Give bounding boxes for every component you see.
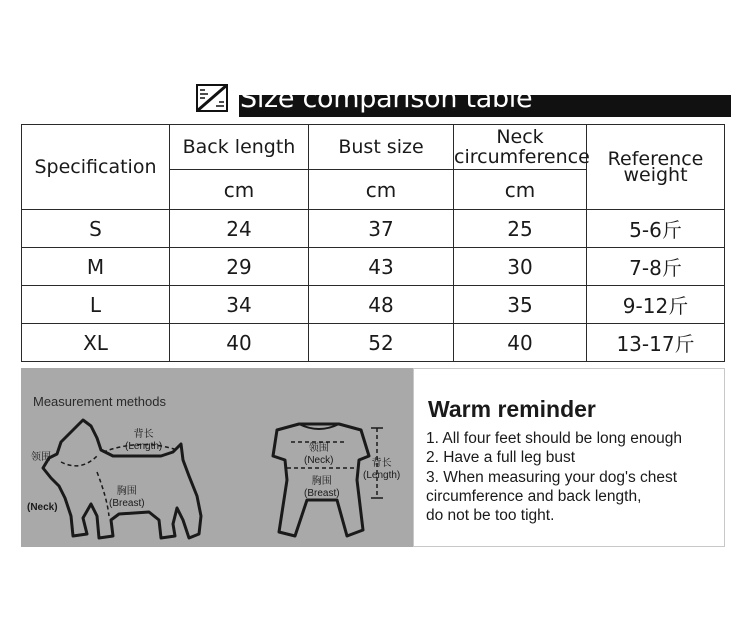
reminder-line: 3. When measuring your dog's chest — [426, 468, 678, 486]
garment-neck-label — [304, 443, 333, 467]
garment-back-label — [363, 458, 400, 482]
dog-back-label — [125, 429, 162, 453]
reminder-panel — [413, 368, 725, 547]
cell-size: S — [22, 210, 170, 248]
header-reference-line1: Reference — [607, 148, 704, 170]
unit-neck: cm — [454, 170, 587, 210]
dog-back-en: (Length) — [125, 441, 163, 452]
cell-bust-size: 52 — [309, 324, 454, 362]
cell-back-length: 24 — [170, 210, 309, 248]
cell-weight: 13-17斤 — [587, 324, 725, 362]
cell-size: XL — [22, 324, 170, 362]
table-row — [22, 286, 725, 324]
table-row — [22, 324, 725, 362]
header-reference-weight — [587, 125, 725, 210]
dog-breast-label — [109, 486, 145, 510]
header-bust-size: Bust size — [309, 125, 454, 170]
cell-back-length: 40 — [170, 324, 309, 362]
table-row — [22, 210, 725, 248]
header-reference-line2: weight — [623, 164, 688, 186]
table-row — [22, 248, 725, 286]
garment-breast-en: (Breast) — [304, 488, 340, 499]
cell-weight: 9-12斤 — [587, 286, 725, 324]
reminder-line: circumference and back length, — [426, 487, 642, 505]
cell-weight: 5-6斤 — [587, 210, 725, 248]
cell-neck: 40 — [454, 324, 587, 362]
header-neck-line1: Neck — [496, 126, 544, 148]
header-neck-line2: circumference — [454, 146, 590, 168]
reminder-line: 1. All four feet should be long enough — [426, 430, 682, 447]
cell-size: M — [22, 248, 170, 286]
header-specification: Specification — [22, 125, 170, 210]
cell-neck: 25 — [454, 210, 587, 248]
lower-section — [21, 368, 724, 547]
reminder-title: Warm reminder — [428, 396, 596, 422]
dog-neck-cn: 领围 — [31, 452, 51, 463]
page-title: Size comparison table — [240, 83, 533, 114]
cell-neck: 35 — [454, 286, 587, 324]
cell-bust-size: 37 — [309, 210, 454, 248]
cell-bust-size: 48 — [309, 286, 454, 324]
ruler-icon — [196, 84, 230, 114]
dog-breast-cn: 胸围 — [116, 486, 137, 497]
garment-back-en: (Length) — [363, 470, 401, 481]
garment-breast-cn: 胸围 — [311, 476, 332, 487]
header-neck-circumference — [454, 125, 590, 170]
reminder-line: 2. Have a full leg bust — [426, 449, 576, 467]
dog-back-cn: 背长 — [133, 429, 154, 440]
unit-bust-size: cm — [309, 170, 454, 210]
garment-back-cn: 背长 — [371, 458, 392, 469]
header-back-length: Back length — [170, 125, 309, 170]
cell-size: L — [22, 286, 170, 324]
dog-silhouette — [43, 420, 201, 538]
garment-neck-cn: 领围 — [308, 443, 329, 454]
size-table — [21, 124, 725, 362]
dog-neck-en: (Neck) — [27, 502, 58, 513]
dog-breast-line — [97, 472, 109, 516]
unit-back-length: cm — [170, 170, 309, 210]
cell-bust-size: 43 — [309, 248, 454, 286]
dog-breast-en: (Breast) — [109, 498, 145, 509]
cell-neck: 30 — [454, 248, 587, 286]
garment-neck-en: (Neck) — [304, 455, 334, 466]
cell-back-length: 34 — [170, 286, 309, 324]
garment-breast-label — [304, 476, 340, 500]
reminder-list — [426, 429, 726, 525]
dog-neck-line — [61, 456, 97, 466]
cell-weight: 7-8斤 — [587, 248, 725, 286]
measurement-panel — [21, 368, 413, 547]
measurement-methods-label: Measurement methods — [33, 394, 166, 409]
reminder-line: do not be too tight. — [426, 507, 555, 525]
cell-back-length: 29 — [170, 248, 309, 286]
